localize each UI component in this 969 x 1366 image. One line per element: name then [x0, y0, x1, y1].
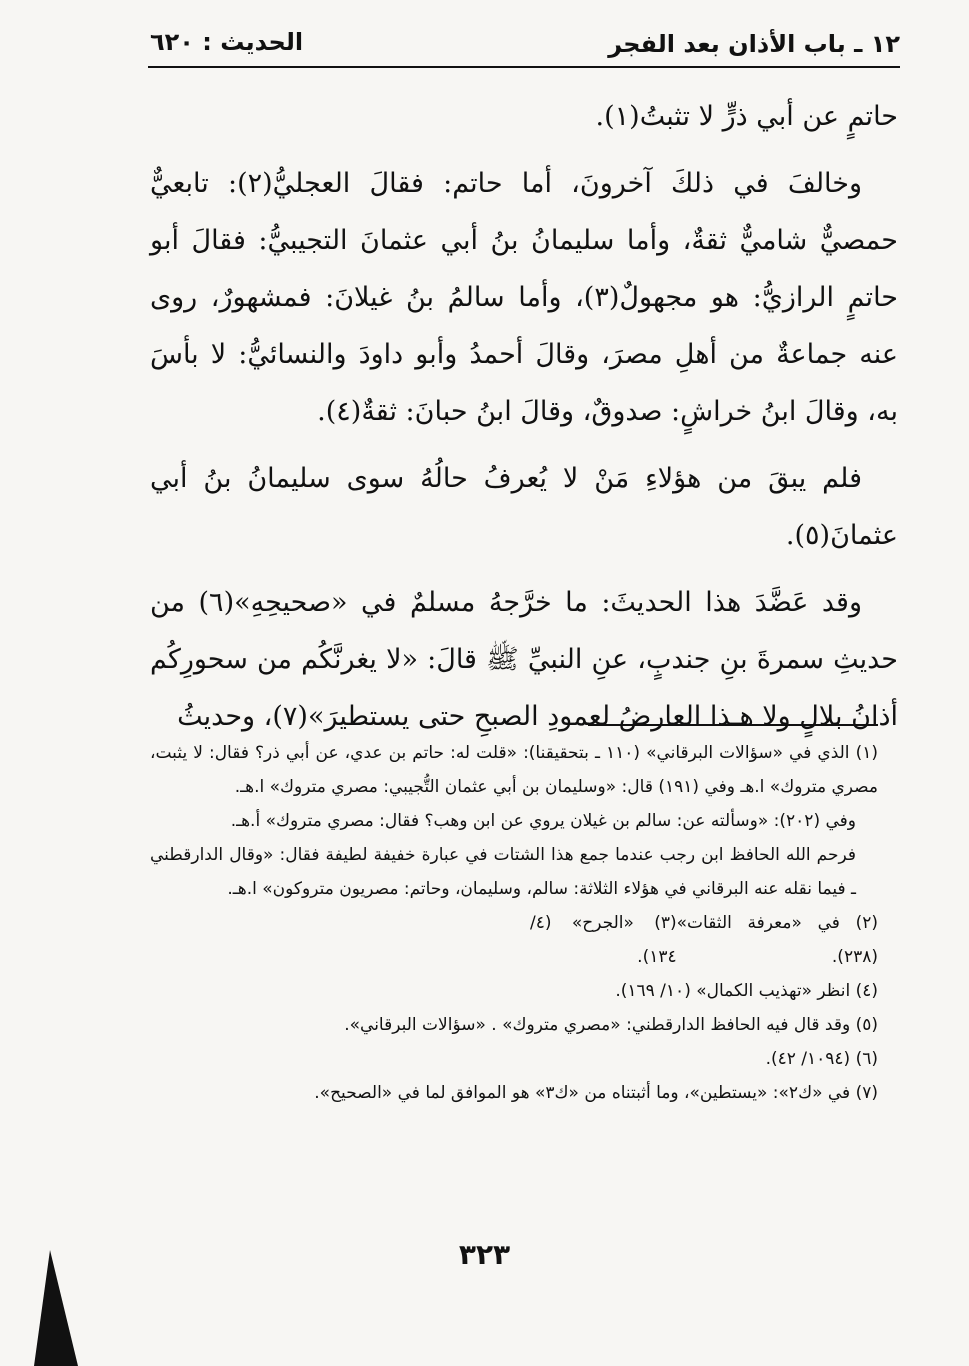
- footnote-separator: [588, 724, 878, 726]
- footnote-row: [150, 906, 878, 974]
- running-header: [150, 30, 900, 64]
- paragraph: وخالفَ في ذلكَ آخرونَ، أما حاتم: فقالَ العجليُّ(٢): تابعيٌّ حمصيٌّ شاميٌّ ثقةٌ، وأما سليمانُ بنُ أبي عثمانَ التجيبيُّ: فقالَ أبو حاتمٍ الرازيُّ: هو مجهولٌ(٣)، وأما سالمُ بنُ غيلانَ: فمشهورٌ، روى عنه جماعةٌ من أهلِ مصرَ، وقالَ أحمدُ وأبو داودَ والنسائيُّ: لا بأسَ به، وقالَ ابنُ خراشٍ: صدوقٌ، وقالَ ابنُ حبانَ: ثقةٌ(٤).: [150, 168, 898, 427]
- paragraph: وقد عَضَّدَ هذا الحديثَ: ما خرَّجهُ مسلمٌ في «صحيحِهِ»(٦) من حديثِ سمرةَ بنِ جندبٍ، عنِ النبيِّ ﷺ قالَ: «لا يغرنَّكُم من سحورِكُم أذانُ بلالٍ ولا هـذا العارضُ لعمودِ الصبحِ حتى يستطيرَ»(٧)، وحديثُ: [150, 587, 898, 732]
- footnote-5: (٥) وقد قال فيه الحافظ الدارقطني: «مصري متروك» . «سؤالات البرقاني».: [344, 1015, 878, 1035]
- footnotes: [150, 736, 878, 1110]
- footnote-3: (٣) «الجرح» (٤/ ١٣٤).: [530, 913, 677, 967]
- footnote-1: (١) الذي في «سؤالات البرقاني» (١١٠ ـ بتحقيقنا): «قلت له: حاتم بن عدي، عن أبي ذر؟ فقال: لا يثبت، مصري متروك» ا.هـ وفي (١٩١) قال: «وسليمان بن أبي عثمان التُّجيبي: مصري متروك» ا.هـ.: [150, 743, 878, 797]
- page-number: ٣٢٣: [458, 1238, 511, 1271]
- footnote-7: (٧) في «ك٢»: «يستطين»، وما أثبتناه من «ك٣» هو الموافق لما في «الصحيح».: [314, 1083, 878, 1103]
- paragraph: حاتمٍ عن أبي ذرٍّ لا تثبتُ(١).: [595, 101, 898, 132]
- chapter-title: ١٢ ـ باب الأذان بعد الفجر: [608, 30, 900, 58]
- footnote-1-continued: وفي (٢٠٢): «وسألته عن: سالم بن غيلان يروي عن ابن وهب؟ فقال: مصري متروك» أ.هـ.: [230, 811, 856, 831]
- footnote-4: (٤) انظر «تهذيب الكمال» (١٠/ ١٦٩).: [615, 981, 878, 1001]
- footnote-1-continued: فرحم الله الحافظ ابن رجب عندما جمع هذا الشتات في عبارة خفيفة لطيفة فقال: «وقال الدارقطني ـ فيما نقله عنه البرقاني في هؤلاء الثلاثة: سالم، وسليمان، وحاتم: مصريون متروكون» ا.هـ.: [150, 845, 856, 899]
- footnote-6: (٦) (١٠٩٤/ ٤٢).: [765, 1049, 878, 1069]
- footnote-2: (٢) في «معرفة الثقات» (٢٣٨).: [676, 913, 878, 967]
- hadith-number: الحديث : ٦٢٠: [150, 28, 304, 56]
- header-rule: [148, 66, 900, 68]
- main-text: [150, 88, 898, 755]
- paragraph: فلم يبقَ من هؤلاءِ مَنْ لا يُعرفُ حالُهُ سوى سليمانُ بنُ أبي عثمانَ(٥).: [150, 463, 898, 551]
- scan-edge-shadow: [34, 1250, 78, 1366]
